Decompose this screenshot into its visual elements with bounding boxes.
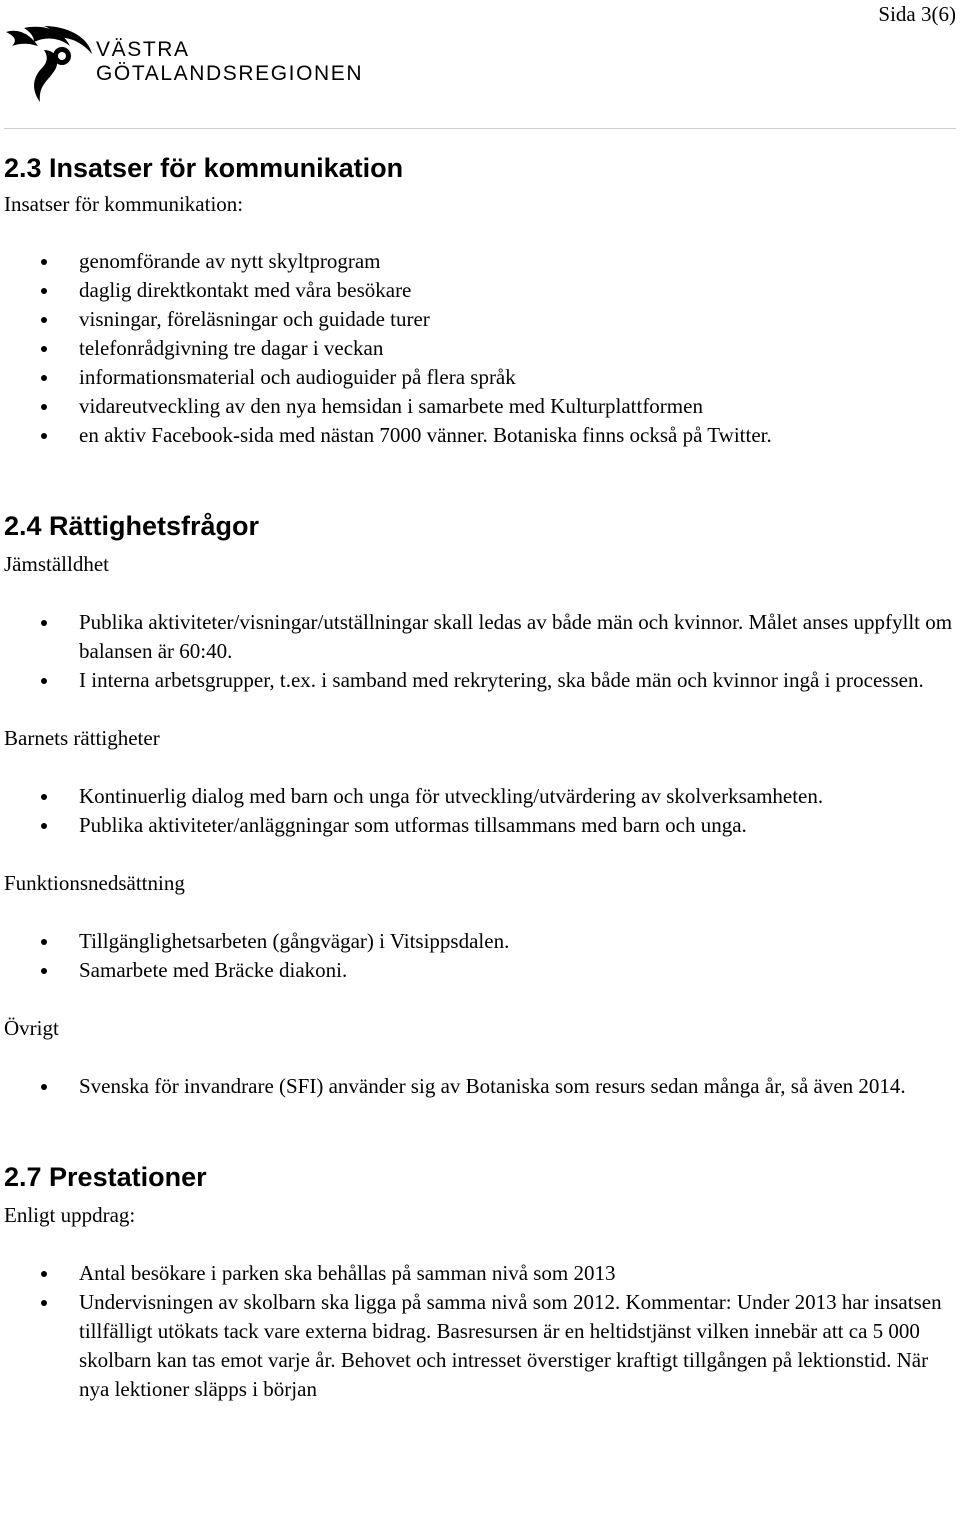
disability-list bbox=[4, 927, 960, 985]
page-number: Sida 3(6) bbox=[878, 2, 956, 26]
bullet-icon bbox=[41, 1300, 47, 1306]
children-rights-list bbox=[4, 782, 960, 840]
list-item-text: Kontinuerlig dialog med barn och unga för utveckling/utvärdering av skolverksamheten. bbox=[79, 784, 824, 808]
bullet-icon bbox=[41, 433, 47, 439]
other-list bbox=[4, 1072, 960, 1101]
list-item-text: vidareutveckling av den nya hemsidan i samarbete med Kulturplattformen bbox=[79, 394, 703, 418]
list-item-text: Undervisningen av skolbarn ska ligga på samma nivå som 2012. Kommentar: Under 2013 har insatsen tillfälligt utökats tack vare externa bidrag. Basresursen är en heltidstjänst vilken innebär att ca 5 000 skolbarn kan tas emot varje år. Behovet och intresset överstiger kraftigt tillgången på lektionstid. När nya lektioner släpps i början bbox=[79, 1290, 942, 1401]
list-item bbox=[4, 1072, 960, 1101]
list-item bbox=[4, 421, 960, 450]
bullet-icon bbox=[41, 1084, 47, 1090]
section-2-7-heading: 2.7 Prestationer bbox=[4, 1162, 207, 1192]
list-item-text: informationsmaterial och audioguider på flera språk bbox=[79, 365, 516, 389]
list-item-text: Tillgänglighetsarbeten (gångvägar) i Vitsippsdalen. bbox=[79, 929, 510, 953]
logo-wordmark bbox=[96, 38, 363, 86]
section-2-3-intro: Insatser för kommunikation: bbox=[4, 192, 244, 216]
list-item-text: visningar, föreläsningar och guidade turer bbox=[79, 307, 430, 331]
section-2-3-list bbox=[4, 247, 960, 450]
list-item-text: en aktiv Facebook-sida med nästan 7000 vänner. Botaniska finns också på Twitter. bbox=[79, 423, 772, 447]
list-item-text: I interna arbetsgrupper, t.ex. i samband med rekrytering, ska både män och kvinnor ingå i processen. bbox=[79, 668, 924, 692]
list-item bbox=[4, 247, 960, 276]
list-item bbox=[4, 363, 960, 392]
header-divider bbox=[4, 128, 956, 129]
list-item bbox=[4, 927, 960, 956]
bullet-icon bbox=[41, 259, 47, 265]
logo-line-1: VÄSTRA bbox=[96, 38, 190, 61]
list-item bbox=[4, 1288, 960, 1404]
list-item-text: Publika aktiviteter/anläggningar som utformas tillsammans med barn och unga. bbox=[79, 813, 747, 837]
section-2-7-intro: Enligt uppdrag: bbox=[4, 1203, 136, 1227]
bullet-icon bbox=[41, 317, 47, 323]
section-2-3-heading: 2.3 Insatser för kommunikation bbox=[4, 153, 404, 183]
list-item bbox=[4, 334, 960, 363]
vastra-gotalandsregionen-logo bbox=[4, 24, 384, 108]
list-item-text: daglig direktkontakt med våra besökare bbox=[79, 278, 412, 302]
document-body bbox=[4, 150, 960, 1404]
bullet-icon bbox=[41, 375, 47, 381]
bullet-icon bbox=[41, 823, 47, 829]
list-item-text: Svenska för invandrare (SFI) använder sig av Botaniska som resurs sedan många år, så även 2014. bbox=[79, 1074, 906, 1098]
bullet-icon bbox=[41, 620, 47, 626]
other-subheading: Övrigt bbox=[4, 1016, 59, 1040]
section-2-4-heading: 2.4 Rättighetsfrågor bbox=[4, 511, 260, 541]
bullet-icon bbox=[41, 794, 47, 800]
disability-subheading: Funktionsnedsättning bbox=[4, 871, 185, 895]
region-emblem-icon bbox=[4, 24, 94, 106]
list-item bbox=[4, 811, 960, 840]
logo-line-2: GÖTALANDSREGIONEN bbox=[96, 62, 364, 85]
section-2-7-list bbox=[4, 1259, 960, 1404]
bullet-icon bbox=[41, 678, 47, 684]
bullet-icon bbox=[41, 346, 47, 352]
list-item bbox=[4, 666, 960, 695]
list-item bbox=[4, 1259, 960, 1288]
list-item bbox=[4, 782, 960, 811]
bullet-icon bbox=[41, 939, 47, 945]
list-item bbox=[4, 276, 960, 305]
list-item-text: telefonrådgivning tre dagar i veckan bbox=[79, 336, 384, 360]
list-item-text: Antal besökare i parken ska behållas på samman nivå som 2013 bbox=[79, 1261, 616, 1285]
bullet-icon bbox=[41, 968, 47, 974]
list-item-text: Samarbete med Bräcke diakoni. bbox=[79, 958, 348, 982]
list-item-text: genomförande av nytt skyltprogram bbox=[79, 249, 381, 273]
equality-subheading: Jämställdhet bbox=[4, 552, 109, 576]
list-item-text: Publika aktiviteter/visningar/utställningar skall ledas av både män och kvinnor. Målet anses uppfyllt om balansen är 60:40. bbox=[79, 610, 953, 663]
equality-list bbox=[4, 608, 960, 695]
bullet-icon bbox=[41, 404, 47, 410]
list-item bbox=[4, 956, 960, 985]
children-rights-subheading: Barnets rättigheter bbox=[4, 726, 160, 750]
list-item bbox=[4, 392, 960, 421]
bullet-icon bbox=[41, 1271, 47, 1277]
list-item bbox=[4, 608, 960, 666]
list-item bbox=[4, 305, 960, 334]
bullet-icon bbox=[41, 288, 47, 294]
